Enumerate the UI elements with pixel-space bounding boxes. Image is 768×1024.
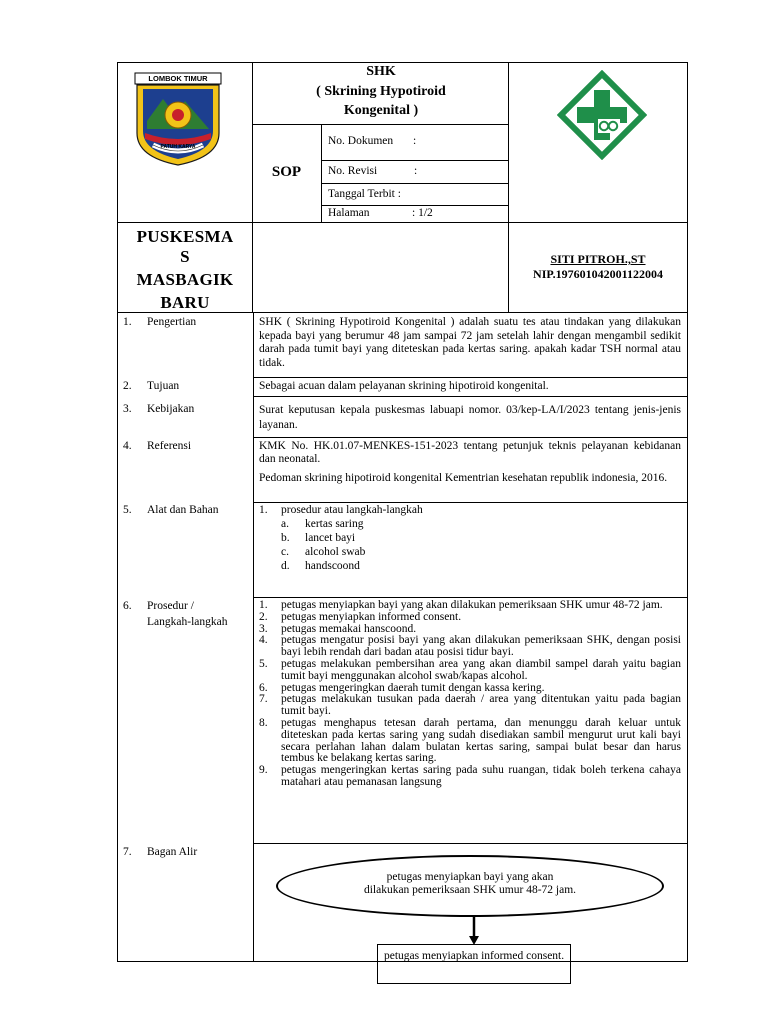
section-label-1: Prosedur / <box>147 600 194 612</box>
step-text: petugas mengeringkan kertas saring pada suhu ruangan, tidak boleh terkena cahaya matahari atau pemanasan langsung <box>281 764 681 788</box>
field-no-revisi-value: : <box>414 165 418 177</box>
field-no-dokumen-label: No. Dokumen <box>328 135 394 147</box>
alat-heading-number: 1. <box>259 504 268 516</box>
step-number: 3. <box>259 622 268 635</box>
section-number: 1. <box>123 316 132 328</box>
puskesmas-line-2: S <box>180 247 190 266</box>
field-tanggal-terbit-label: Tanggal Terbit : <box>328 188 401 200</box>
step-number: 2. <box>259 610 268 623</box>
alat-item: kertas saring <box>305 518 364 530</box>
sop-label: SOP <box>271 164 302 180</box>
step-text: petugas menyiapkan bayi yang akan dilakukan pemeriksaan SHK umur 48-72 jam. <box>281 599 663 611</box>
signer-name: SITI PITROH.,ST <box>550 252 646 266</box>
prosedur-steps <box>259 600 681 789</box>
section-label-2: Langkah-langkah <box>147 616 228 628</box>
alat-item-letter: a. <box>281 518 289 530</box>
alat-item: lancet bayi <box>305 532 356 544</box>
section-text: Surat keputusan kepala puskesmas labuapi nomor. 03/kep-LA/I/2023 tentang jenis-jenis layanan. <box>259 404 681 431</box>
procedure-step <box>259 694 681 718</box>
section-label: Bagan Alir <box>147 846 198 858</box>
section-number: 7. <box>123 846 132 858</box>
step-text: petugas menyiapkan informed consent. <box>281 610 462 623</box>
step-text: petugas mengatur posisi bayi yang akan dilakukan pemeriksaan SHK, dengan posisi bayi lebih rendah dari badan atau posisi tidur bayi. <box>281 634 681 659</box>
section-number: 5. <box>123 504 132 516</box>
step-text: petugas memakai hanscoond. <box>281 622 417 635</box>
section-number: 3. <box>123 403 132 415</box>
logo-text: LOMBOK TIMUR <box>148 74 208 83</box>
field-no-revisi-label: No. Revisi <box>328 165 378 177</box>
section-text-2: Pedoman skrining hipotiroid kongenital Kementrian kesehatan republik indonesia, 2016. <box>259 472 668 484</box>
puskesmas-logo <box>557 70 647 160</box>
section-label: Tujuan <box>147 380 180 392</box>
step-text: petugas melakukan tusukan pada daerah / area yang ditentukan yaitu pada bagian tumit bayi. <box>281 693 681 718</box>
signer-nip: NIP.197601042001122004 <box>533 267 663 281</box>
oval-line-2: dilakukan pemeriksaan SHK umur 48-72 jam. <box>363 884 577 896</box>
section-label: Referensi <box>147 440 192 452</box>
step-number: 7. <box>259 693 268 706</box>
flow-arrow <box>466 916 482 946</box>
regency-logo <box>133 71 223 167</box>
section-text: Sebagai acuan dalam pelayanan skrining hipotiroid kongenital. <box>259 380 549 392</box>
step-text: petugas menghapus tetesan darah pertama, dan menunggu darah keluar untuk diteteskan pada kertas saring yang sudah disediakan sambil mengurut urut kali bayi secara perlahan lahan dalam bulatan kertas saring, sampai bulat besar dan harus tembus ke belakang kertas saring. <box>281 716 681 765</box>
puskesmas-line-3: MASBAGIK <box>136 270 234 289</box>
field-halaman-label: Halaman <box>328 207 370 219</box>
section-text-1: KMK No. HK.01.07-MENKES-151-2023 tentang petunjuk teknis pelayanan kebidanan dan neonatal. <box>259 440 681 465</box>
title-line-1: SHK <box>366 64 396 79</box>
title-line-2: ( Skrining Hypotiroid <box>316 84 446 99</box>
flowbox-text: petugas menyiapkan informed consent. <box>384 950 565 962</box>
puskesmas-line-1: PUSKESMA <box>136 227 234 246</box>
step-number: 9. <box>259 764 268 777</box>
step-number: 8. <box>259 716 268 729</box>
section-label: Pengertian <box>147 316 197 328</box>
field-halaman-value: : 1/2 <box>412 207 433 219</box>
alat-item: alcohol swab <box>305 546 366 558</box>
field-no-dokumen-value: : <box>413 135 417 147</box>
step-text: petugas mengeringkan daerah tumit dengan kassa kering. <box>281 681 545 694</box>
puskesmas-line-4: BARU <box>160 293 210 312</box>
section-text: SHK ( Skrining Hypotiroid Kongenital ) adalah suatu tes atau tindakan yang dilakukan kepada bayi yang berumur 48 jam sampai 72 jam setelah lahir dengan mengambil sedikit darah pada tumit bayi yang diteteskan pada kertas saring. apakah kadar TSH normal atau tidak. <box>259 316 681 369</box>
alat-item-letter: d. <box>281 560 290 572</box>
step-number: 5. <box>259 657 268 670</box>
procedure-step <box>259 659 681 683</box>
procedure-step <box>259 635 681 659</box>
step-text: petugas melakukan pembersihan area yang akan diambil sampel darah yaitu bagian tumit bayi menggunakan alcohol swab/kapas alcohol. <box>281 657 681 682</box>
step-number: 4. <box>259 634 268 647</box>
alat-item: handscoond <box>305 560 360 572</box>
procedure-step <box>259 718 681 765</box>
section-number: 6. <box>123 600 132 612</box>
section-label: Kebijakan <box>147 403 195 415</box>
oval-line-1: petugas menyiapkan bayi yang akan <box>386 871 554 883</box>
section-number: 4. <box>123 440 132 452</box>
section-label: Alat dan Bahan <box>147 504 219 516</box>
alat-item-letter: c. <box>281 546 289 558</box>
step-number: 6. <box>259 681 268 694</box>
step-number: 1. <box>259 599 268 611</box>
alat-heading: prosedur atau langkah-langkah <box>281 504 423 516</box>
section-number: 2. <box>123 380 132 392</box>
alat-item-letter: b. <box>281 532 290 544</box>
title-line-3: Kongenital ) <box>343 103 419 118</box>
procedure-step <box>259 765 681 789</box>
logo-motto: PATUH KARYA <box>160 144 196 150</box>
